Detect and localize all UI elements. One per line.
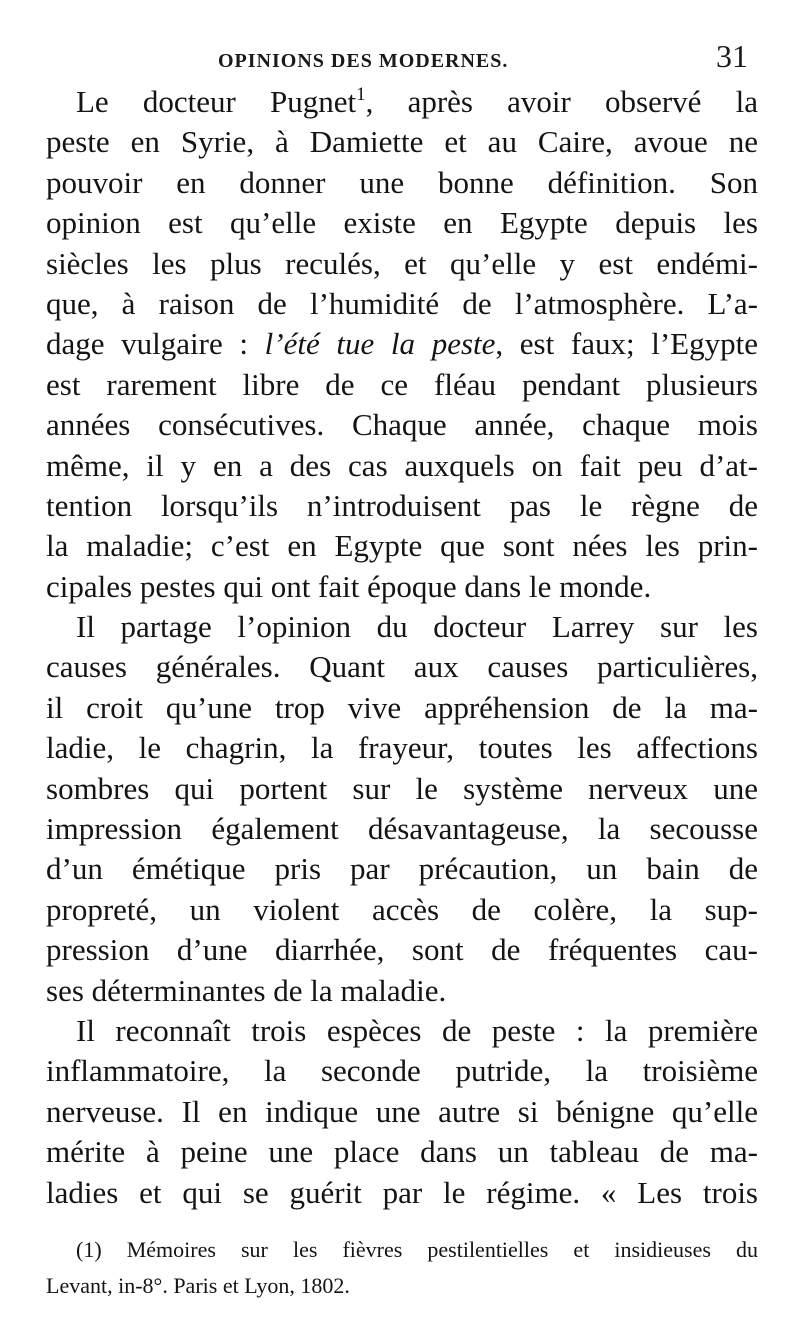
text-line: la maladie; c’est en Egypte que sont nées les prin- bbox=[46, 528, 758, 564]
footnote-line: Levant, in-8°. Paris et Lyon, 1802. bbox=[46, 1273, 350, 1298]
text-line: que, à raison de l’humidité de l’atmosphère. L’a- bbox=[46, 285, 758, 321]
text-line: Le docteur Pugnet$^1$, après avoir observé la bbox=[76, 84, 758, 119]
text-line: causes générales. Quant aux causes particulières, bbox=[46, 649, 758, 685]
text-line: inflammatoire, la seconde putride, la troisième bbox=[46, 1053, 758, 1089]
footnote bbox=[46, 1232, 758, 1304]
page-number: 31 bbox=[716, 38, 748, 74]
italic-proverb: l’été tue la peste bbox=[264, 326, 496, 362]
text-line: impression également désavantageuse, la secousse bbox=[46, 811, 758, 847]
text-line: ladies et qui se guérit par le régime. « Les trois bbox=[46, 1174, 758, 1210]
running-title: OPINIONS DES MODERNES. bbox=[218, 50, 509, 72]
text-line: même, il y en a des cas auxquels on fait peu d’at- bbox=[46, 447, 758, 483]
text-line: il croit qu’une trop vive appréhension de la ma- bbox=[46, 689, 758, 725]
text-line: mérite à peine une place dans un tableau de ma- bbox=[46, 1134, 758, 1170]
text-line: nerveuse. Il en indique une autre si bénigne qu’elle bbox=[46, 1093, 758, 1129]
text-line: dage vulgaire : l’été tue la peste, est faux; l’Egypte bbox=[46, 326, 758, 362]
text-line: ladie, le chagrin, la frayeur, toutes les affections bbox=[46, 730, 758, 766]
body-text bbox=[46, 82, 758, 1213]
text-line: peste en Syrie, à Damiette et au Caire, avoue ne bbox=[46, 124, 758, 160]
text-line: tention lorsqu’ils n’introduisent pas le règne de bbox=[46, 487, 758, 523]
text-line: Il reconnaît trois espèces de peste : la première bbox=[76, 1012, 758, 1048]
text-line: pression d’une diarrhée, sont de fréquentes cau- bbox=[46, 932, 758, 968]
running-head bbox=[0, 38, 800, 78]
footnote-reference: 1 bbox=[356, 84, 366, 105]
text-line: opinion est qu’elle existe en Egypte depuis les bbox=[46, 205, 758, 241]
text-line: est rarement libre de ce fléau pendant plusieurs bbox=[46, 366, 758, 402]
text-line: ses déterminantes de la maladie. bbox=[46, 972, 447, 1008]
text-line: sombres qui portent sur le système nerveux une bbox=[46, 770, 758, 806]
text-line: Il partage l’opinion du docteur Larrey sur les bbox=[76, 609, 758, 645]
text-line: cipales pestes qui ont fait époque dans le monde. bbox=[46, 568, 652, 604]
text-line: pouvoir en donner une bonne définition. Son bbox=[46, 164, 758, 200]
text-line: propreté, un violent accès de colère, la sup- bbox=[46, 891, 758, 927]
footnote-line: (1) Mémoires sur les fièvres pestilentielles et insidieuses du bbox=[76, 1237, 758, 1262]
text-line: siècles les plus reculés, et qu’elle y est endémi- bbox=[46, 245, 758, 281]
text-line: d’un émétique pris par précaution, un bain de bbox=[46, 851, 758, 887]
text-line: années consécutives. Chaque année, chaque mois bbox=[46, 407, 758, 443]
